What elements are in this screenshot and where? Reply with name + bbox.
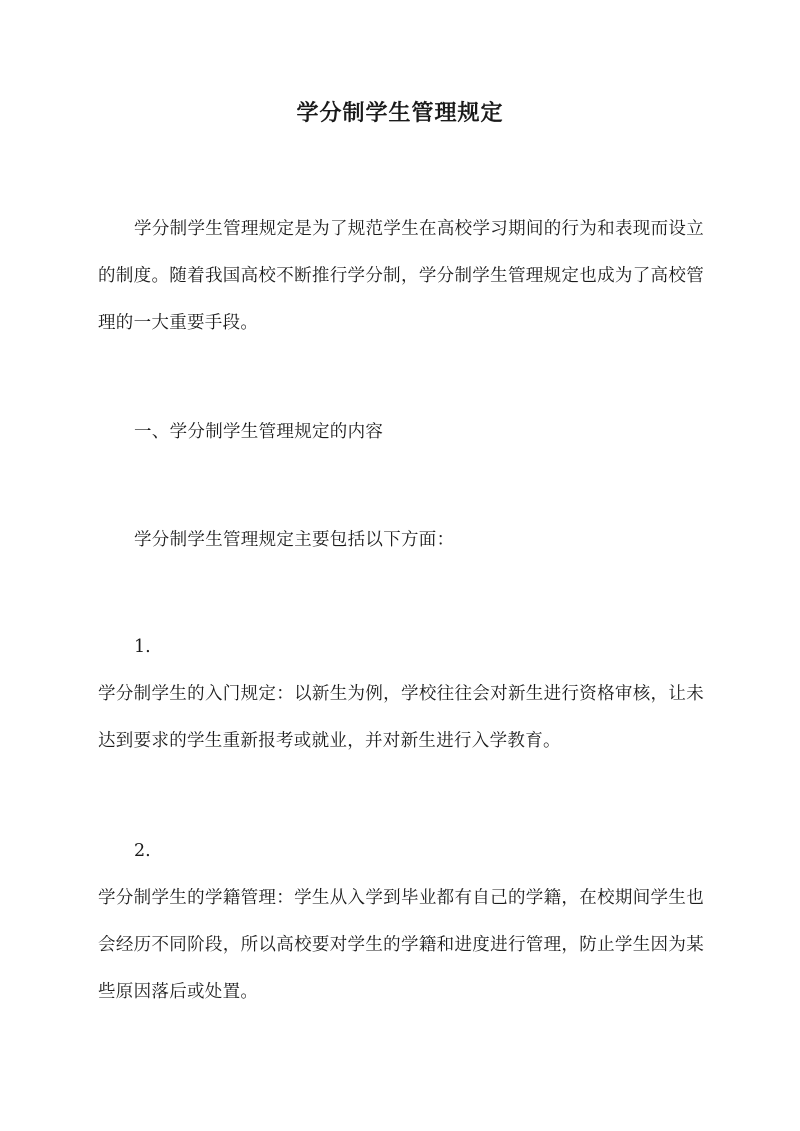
intro-paragraph: 学分制学生管理规定是为了规范学生在高校学习期间的行为和表现而设立的制度。随着我国高校不断推行学分制，学分制学生管理规定也成为了高校管理的一大重要手段。 [98, 219, 704, 333]
document-title: 学分制学生管理规定 [296, 100, 504, 126]
section-lead-paragraph: 学分制学生管理规定主要包括以下方面： [134, 530, 455, 550]
section-heading: 一、学分制学生管理规定的内容 [134, 422, 384, 442]
list-item-text: 学分制学生的学籍管理：学生从入学到毕业都有自己的学籍，在校期间学生也会经历不同阶段，所以高校要对学生的学籍和进度进行管理，防止学生因为某些原因落后或处置。 [98, 888, 704, 1002]
list-item-text: 学分制学生的入门规定：以新生为例，学校往往会对新生进行资格审核，让未达到要求的学生重新报考或就业，并对新生进行入学教育。 [98, 684, 704, 751]
list-item-number: 2. [134, 841, 151, 861]
list-item-number: 1. [134, 637, 151, 657]
